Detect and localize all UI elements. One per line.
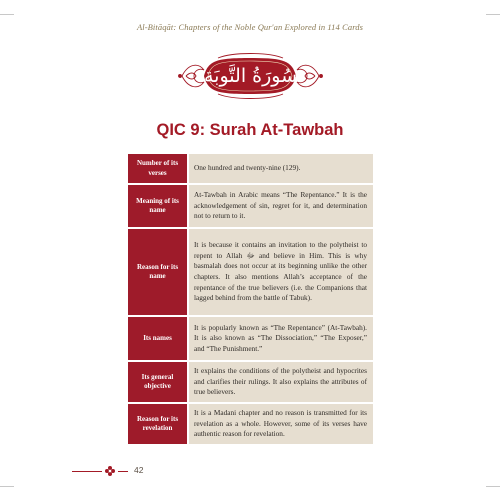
row-value: It explains the conditions of the polytheist and hypocrites and clarifies their rulings. It also explains the attributes of true believers.	[188, 361, 373, 403]
footer-rule	[72, 471, 102, 472]
page-number: 42	[134, 465, 144, 475]
table-row	[128, 403, 373, 445]
row-label: Its names	[128, 316, 188, 361]
row-label: Reason for its revelation	[128, 403, 188, 445]
row-value: It is popularly known as “The Repentance” (At-Tawbah). It is also known as “The Dissociation,” “The Exposer,” and “The Punishment.”	[188, 316, 373, 361]
surah-banner	[178, 50, 323, 102]
footer-rule	[118, 471, 128, 472]
crop-mark	[0, 486, 14, 487]
row-label: Number of its verses	[128, 154, 188, 184]
flower-ornament-icon	[104, 465, 116, 477]
table-row	[128, 361, 373, 403]
row-value: One hundred and twenty-nine (129).	[188, 154, 373, 184]
row-label: Its general objective	[128, 361, 188, 403]
crop-mark	[486, 14, 500, 15]
table-row	[128, 154, 373, 184]
row-label: Meaning of its name	[128, 184, 188, 228]
table-row	[128, 228, 373, 316]
table-row	[128, 316, 373, 361]
running-header: Al-Bitāqāt: Chapters of the Noble Qur'an Explored in 114 Cards	[136, 22, 364, 32]
surah-calligraphy: سُورَةُ التَّوبَة	[204, 65, 297, 87]
row-value: It is because it contains an invitation to the polytheist to repent to Allah ﷻ and believe in Him. This is why basmalah does not occur at its beginning unlike the other chapters. It also mentions Allah’s acceptance of the repentance of the true believers (i.e. the Companions that lagged behind from the battle of Tabuk).	[188, 228, 373, 316]
row-value: At-Tawbah in Arabic means “The Repentance.” It is the acknowledgement of sin, regret for it, and determination not to return to it.	[188, 184, 373, 228]
crop-mark	[0, 14, 14, 15]
crop-mark	[486, 486, 500, 487]
row-value: It is a Madani chapter and no reason is transmitted for its revelation as a whole. However, some of its verses have authentic reason for revelation.	[188, 403, 373, 445]
surah-info-table	[128, 154, 373, 446]
card-title: QIC 9: Surah At-Tawbah	[156, 121, 344, 139]
table-row	[128, 184, 373, 228]
row-label: Reason for its name	[128, 228, 188, 316]
